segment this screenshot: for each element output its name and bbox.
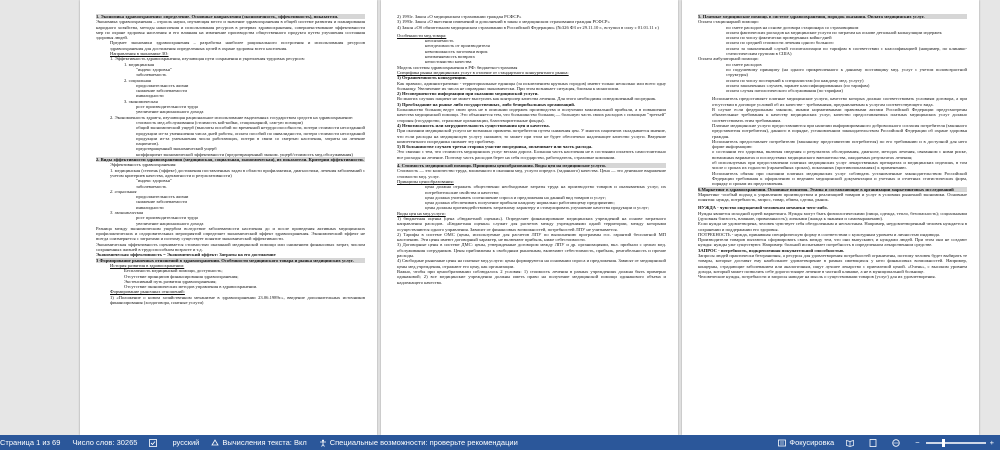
paragraph: Важно, чтобы при ценообразовании соблюдалось 2 условия: 1) стоимость лечения в разных учреждениях должна быть примерно одинаковой; 2) все медицинские учреждения должны иметь право на получение медицинской помощи одинакового объема и надлежащего качества. xyxy=(397,268,666,285)
web-layout-button[interactable] xyxy=(892,439,903,447)
paragraph: 6.Маркетинг в здравоохранении. Основные понятия. Этапы и составляющие в организации маркетинговых исследований xyxy=(698,187,967,192)
document-page-2[interactable] xyxy=(381,0,678,435)
paragraph: инвалидности xyxy=(136,93,164,99)
paragraph: Большинство больниц ведут свою цель не в описании издержек производства и получении максимальной прибыли, а в повышении качества медицинской помощи. Это объясняется тем, что большинство больниц — большую часть своих расходов с помощью "третьей" стороны (государство, страховые организации, благотворительные фонды). xyxy=(397,107,666,123)
paragraph: Исполнитель обязан при оказании платных медицинских услуг соблюдать установленные законодательством Российской Федерации требования к оформлению и ведению медицинской документации и учетных и отчетных статистических форм, порядку и срокам их представления. xyxy=(712,170,967,187)
print-layout-icon xyxy=(869,439,877,447)
paragraph: Исполнитель предоставляет потребителю (законному представителю потребителя) по его требованию и в доступной для него форме информацию: xyxy=(712,138,967,150)
paragraph: 3. экономическая xyxy=(110,209,144,215)
paragraph: 1. медицинская (степень (эффект) достижения поставленных задач в области профилактики, диагностики, лечения заболеваний с учетом критериев качества, адекватности и результативности) xyxy=(110,167,365,178)
paragraph: 2. Виды эффективности здравоохранения (медицинская, социальная, экономическая), их показатели. Критерии эффективности. xyxy=(96,157,364,163)
paragraph: по смете расходов на основе договора стационара со страховщиком xyxy=(726,24,859,30)
zoom-out-button[interactable]: − xyxy=(915,438,920,447)
paragraph: 3. экономическая xyxy=(124,98,158,104)
page-count-label: Страница 1 из 69 xyxy=(0,438,61,447)
paragraph: 3 Формирование рыночных отношений в здравоохранении. Особенности медицинского товара и рынка медицинских услуг. xyxy=(96,258,365,263)
paragraph: Эффективность здравоохранения: xyxy=(110,162,177,168)
paragraph: цена должна учитывать соотношение спроса и предложения на данный вид товаров и услуг; xyxy=(425,194,606,200)
paragraph: 2) Несовершенство информации при оказании медицинской услуги. xyxy=(397,91,539,97)
paragraph: Нужды является исходной идеей маркетинга. Нужды могут быть физиологическими (пища, одежда, тепло, безопасность); социальными (духовная близость, влияние, привязанность); личными (жажда к знаниям и самовыражению). xyxy=(698,210,967,221)
language-label: русский xyxy=(172,438,200,447)
paragraph: Человеческие нужды, потребности и запросы наводят на мысль о существовании товаров (услуг) для их удовлетворения. xyxy=(698,274,936,280)
paragraph: 2. Экономичность здрав-я, изучающая рациональное использование выделенных государством средств на здравоохранение: xyxy=(110,114,354,120)
text-predictions-indicator[interactable] xyxy=(211,435,306,450)
paragraph: НУЖДА - чувство ощущаемой человеком нехватки чего-либо. xyxy=(698,205,828,211)
paragraph: рост производительности труда xyxy=(136,215,198,221)
paragraph: 5. Платные медицинские помощь в системе здравоохранения, порядок оказания. Оплата медицинских услуг. xyxy=(698,14,967,19)
paragraph: заболеваемость xyxy=(136,183,167,189)
paragraph: оплата по числу фактически проведенных койко-дней xyxy=(726,35,832,41)
paragraph: о состоянии его здоровья, включая сведения о результатах обследования, диагнозе, методах лечения, связанном с ними риске, возможных вариантах и последствиях медицинского вмешательства, ожидаемых результатах лечения; xyxy=(712,149,967,160)
paragraph: Отсутствие принципов финансирования здравоохранения; xyxy=(124,273,239,279)
word-count-label: Число слов: 30265 xyxy=(72,438,138,447)
paragraph: по подушевому принципу (на одного прикрепленного к данному поставщику мед. услуг с учетом половозрастной структуры) xyxy=(726,66,967,78)
paragraph: 1) «Положение о новом хозяйственном механизме в здравоохранении 23.06.1989г.», введение дополнительных источников финансирования (хоздоговора, платные услуги) xyxy=(110,294,365,306)
paragraph: снижение заболеваемости xyxy=(136,88,187,94)
paragraph: Это связано с тем, что стоимость медицинских услуг весьма дорога. Большая часть населения не в состоянии оплатить самостоятельно все расходы на лечение. Поэтому часть расходов берет на себя государство, работодатель, страховые компании. xyxy=(397,149,666,160)
proofing-check-icon xyxy=(149,439,157,447)
paragraph: Маркетинг -особый подход к управлению производством и реализацией товаров и услуг в условиях рыночной экономики. Основные понятия: нужда, потребность, запрос, товар, обмен, сделка, рынок. xyxy=(698,191,967,203)
paragraph: 2) 1991г. Закон «О медицинском страховании граждан РСФСР» xyxy=(397,14,522,19)
paragraph: Стоимость — это количество труда, вложенного в оказания мед. услуги определ. (заданного) качества. Цена — это денежное выражение стоимости мед. услуг. xyxy=(397,168,666,179)
paragraph: оплата за законченный случай госпитализации по тарифам в соответствии с классификацией (например, по клинико-статистическим группам в США) xyxy=(726,45,967,57)
paragraph: Запросы людей практически безграничны, а ресурсы для удовлетворения потребностей ограничены, поэтому человек будет выбирать те товары, которые доставят ему наибольшее удовлетворение в рамках имеющихся у него финансовых возможностей. Например, концерны, страдающие заболеванием или аналогичным, ищут лучшее лекарство с приемлемой ценой. «Очень», с высоким уровнем дохода, который может позволить себе дорогостоящее лечение в частной клинике, а не в муниципальной больнице. xyxy=(698,253,967,274)
paragraph: Если нужда не удовлетворена, человек чувствует себя обездоленным и несчастным. Например, неудовлетворенный человек нуждается в сохранении и поддержании его здоровья. xyxy=(698,221,967,232)
paragraph: Направления в экономике ЗО: xyxy=(110,51,169,57)
paragraph: Во многих случаях пациент не может выступать как контролер качества лечения. Для этого необходимы осведомленный посредник. xyxy=(397,96,657,102)
paragraph: неосязаемость xyxy=(425,38,454,44)
accessibility-indicator[interactable] xyxy=(319,435,518,450)
paragraph: Формирование рыночных отношений: xyxy=(110,289,185,295)
paragraph: Предмет экономики здравоохранения – разработка наиболее рационального построения и использования ресурсов здравоохранения для достижения определенных целей в охране здоровья всего населения. xyxy=(110,40,365,51)
paragraph: оплата по средней стоимости лечения одного больного xyxy=(726,40,834,46)
paragraph: 3) Договорные цены в системе ДМС: цены, утвержденные договором между ЛПУ и др. организациями, вкл. прибыли с целью мед. обслуживания сотрудников. Цены приближены к свободным рыночным, включают себестоимость, прибыль, рентабельность и прочие расходы. xyxy=(397,242,666,259)
zoom-in-button[interactable]: + xyxy=(989,438,994,447)
paragraph: Производители товаров пытаются сформировать связь между тем, что они выпускают, и нуждами людей. При этом они не создают нужды: нужды уже существуют. Например: больной испытывает потребность в определенном лекарственном средстве. xyxy=(698,237,967,248)
paragraph: При оказании медицинской услуги не возможно привлечь потребителя путем снижения цен. У многих пациентов складывается мнение, что если расходы на медицинскую услугу снижают, то может при этом не будет обеспечено надлежащее качество услуги. Введение компетентного посредника снимает эту проблему. xyxy=(397,128,666,144)
zoom-slider-thumb[interactable] xyxy=(942,439,945,447)
paragraph: об используемых при предоставлении платных медицинских услуг лекарственных препаратах и медицинских изделиях, в том числе о сроках их годности (гарантийных сроках), показаниях (противопоказаниях) к применению. xyxy=(712,160,967,171)
paragraph: неотделимость от производителя xyxy=(425,43,490,49)
paragraph: "индекс здоровья" xyxy=(136,178,172,184)
paragraph: Принципы ценообразования: xyxy=(397,178,454,184)
paragraph: увеличение национального дохода xyxy=(136,220,204,226)
paragraph: оплата случая патологического обслуживания (по тарифам) xyxy=(726,88,843,94)
text-predictions-label: Вычисления текста: Вкл xyxy=(222,438,307,447)
paragraph: общий экономический ущерб (выплаты пособий по временной нетрудоспособности, потери стоимости несозданной продукции из-за уменьшения числа дней работы, оплата пособий по инвалидности, потери стоимости несозданной продукции из-за уменьшения числа работающих, потери в связи со смертью населения, затраты на лечение пациентов). xyxy=(136,125,365,147)
paragraph: 1) бюджетная оценка (цена «бюджетной оценки»). Определяет финансирование медицинских учреждений на основе затратного направления расходов. «Бюджетная оценка» служит для расчетов между учреждениями одной территории, между которыми осуществляются одного управления. Зависит от финансовых возможностей, потребностей ЛПУ не учитывается. xyxy=(397,215,666,232)
paragraph: Как правило, административно - территориальные единицы (за исключением крупных городов) имеют только несколько или всего одну больницу. Увеличение их числа не оправдано экономически. При этом возникает ситуация, близкая к монополии. xyxy=(397,80,666,91)
paragraph: непостоянство качества xyxy=(425,59,472,65)
paragraph: 5) В большинстве случаев третья сторона участие посредника, оплачивает или часть расхода. xyxy=(397,144,593,150)
paragraph: Оплата амбулаторной помощи: xyxy=(698,56,759,62)
paragraph: оплата фактических расходов на медицинские услуги по затратам на основе детальной калькуляции издержек xyxy=(726,29,942,35)
paragraph: 1. Эффективность здравоохранения, изучающая пути сохранения и укрепления трудовых ресурсов: xyxy=(110,56,305,62)
paragraph: неизменяемость возврата xyxy=(425,54,475,60)
text-predictions-icon xyxy=(211,439,219,447)
paragraph: 4) Закон «Об обязательном медицинском страховании в Российской Федерации» (№326 ФЗ от 29.11.10 г., вступил в силу с 01.01.11 г.) xyxy=(397,24,659,30)
read-mode-button[interactable] xyxy=(846,439,857,447)
document-page-3[interactable] xyxy=(682,0,979,435)
paragraph: ПОТРЕБНОСТЬ - нужда, принявшая специфическую форму в соответствии с культурным уровнем и личностью индивида. xyxy=(698,231,941,237)
paragraph: Оплата стационарной помощи: xyxy=(698,19,759,25)
paragraph: цены должны противодействовать затратному характеру и стимулировать улучшение качества продукции и услуг; xyxy=(425,205,650,211)
paragraph: увеличение национального дохода xyxy=(136,109,204,115)
accessibility-label: Специальные возможности: проверьте рекомендации xyxy=(329,438,518,447)
paragraph: по смете расходов xyxy=(726,61,762,67)
paragraph: В случае если федеральным законом, иными нормативными правовыми актами Российской Федерации предусмотрены обязательные требования к качеству медицинских услуг, качество предоставляемых платных медицинских услуг должно соответствовать этим требованиям. xyxy=(712,107,967,123)
paragraph: "индекс здоровья" xyxy=(136,66,172,72)
zoom-slider[interactable] xyxy=(926,442,986,444)
paragraph: 4) Невозможность или затруднительность существования цен и качества. xyxy=(397,122,550,128)
page-count-indicator[interactable] xyxy=(0,435,60,450)
paragraph: стоимость мед.обслуживания (стоимость кой-койки, стационарной, сам-ую позиции) xyxy=(136,119,303,125)
web-layout-icon xyxy=(892,439,900,447)
paragraph: 4. Стоимость медицинской помощи. Принципы ценообразования. Виды цен на медицинские услуги. xyxy=(397,163,666,168)
language-indicator[interactable] xyxy=(172,435,199,450)
paragraph: невозможность заготовки впрок xyxy=(425,48,488,54)
paragraph: 2) Тарифы в системе ОМС (цены, используемые для расчетов ЛПУ по выполнению программы гос. гарантий бесплатной МП населению. Эти цены имеют договорный характер, не включают прибыль, ниже себестоимости. xyxy=(397,231,666,243)
document-page-1[interactable] xyxy=(80,0,377,435)
paragraph: 3) Преобладание на рынке либо государственных, либо безприбыльных организаций. xyxy=(397,101,576,107)
paragraph: Платные медицинские услуги предоставляются при наличии информированного добровольного согласия потребителя (законного представителя потребителя), данного в порядке, установленном законодательством Российской Федерации об охране здоровья граждан. xyxy=(712,122,967,139)
paragraph: 2. социальная xyxy=(110,188,137,194)
focus-mode-label: Фокусировка xyxy=(789,438,835,447)
paragraph: цена должна обеспечивать получение прибыли каждому нормально работающему предприятию; xyxy=(425,200,615,206)
paragraph: ЗАПРОС - потребность, подкрепленная покупательной способностью. xyxy=(698,247,845,253)
paragraph: 2. социальная xyxy=(124,77,151,83)
focus-mode-icon xyxy=(778,439,786,447)
paragraph: Специфика рынка медицинских услуг в отличие от стандартного конкурентного рынка: xyxy=(397,69,569,75)
paragraph: Виды цен на мед.услуги: xyxy=(397,210,446,216)
paragraph: 1. Экономика здравоохранения: определение. Основные направления (экономичность, эффективность), показатели. xyxy=(96,14,365,19)
paragraph: Особенности мед.товара: xyxy=(397,32,447,38)
accessibility-icon xyxy=(319,439,327,447)
paragraph: 1) Ограниченность конкуренции. xyxy=(397,75,467,81)
paragraph: инвалидности xyxy=(136,204,164,210)
paragraph: предотвращенный экономический ущерб xyxy=(136,146,217,152)
focus-mode-button[interactable] xyxy=(778,435,834,450)
paragraph: оплата по числу посещений к специалистам (по каждому мед. услугу) xyxy=(726,77,864,83)
paragraph: Модель системы здравоохранения в РФ: бюджетно-страховая xyxy=(397,64,518,70)
paragraph: продолжительность жизни xyxy=(136,82,189,88)
paragraph: 3) 1993г. Закон «О внесении изменений и дополнений в закон о медицинском страховании граждан РСФСР» xyxy=(397,19,610,25)
paragraph: Бесплатность медицинской помощи, доступность; xyxy=(124,268,223,274)
status-bar xyxy=(0,435,1000,450)
paragraph: заболеваемость xyxy=(136,72,167,78)
read-mode-icon xyxy=(846,439,854,447)
paragraph: Разница между экономическим ущербом вследствие заболеваемости населения до и после проведения активных медицинских профилактических и оздоровительных мероприятий определяет экономический эффект здравоохранения. Экономический эффект не всегда соизмеряется с затратами и поэтому существует понятие экономической эффективности. xyxy=(96,225,365,242)
paragraph: цена должна отражать общественно необходимые затраты труда на производство товаров и оказываемых услуг, их потребительские свойства и качество; xyxy=(425,184,666,195)
status-bar-right xyxy=(778,435,1000,450)
paragraph: 4) Свободные рыночные цены на платные мед.услуги: цены формируются на основании спроса и предложения. Зависят от медицинской цены мед.учреждения, отражают его цену, как организации. xyxy=(397,258,666,269)
paragraph: 1. медицинская xyxy=(124,61,155,67)
paragraph: снижение заболеваемости xyxy=(136,199,187,205)
paragraph: продолжительность жизни xyxy=(136,194,189,200)
paragraph: Отсутствие экономических методов управления в здравоохранении. xyxy=(124,284,258,290)
paragraph: Экономическая эффективность = Экономический эффект: Затраты на его достижение xyxy=(96,252,276,258)
paragraph: Исполнитель предоставляет платные медицинские услуги, качество которых должно соответствовать условиям договора, а при отсутствии в договоре условий об их качестве - требованиям, предъявляемым к услугам соответствующего вида. xyxy=(712,96,967,107)
paragraph: рост производительности труда xyxy=(136,104,198,110)
paragraph: История развития в здравоохранении: xyxy=(110,262,185,268)
paragraph: коэффициент экономической эффективности (предотвращенный эконом. ущерб/стоимость мед.обслуживания) xyxy=(136,151,353,157)
print-layout-button[interactable] xyxy=(869,439,880,447)
word-count-indicator[interactable] xyxy=(72,435,137,450)
paragraph: Экономическая эффективность оценивается стоимостью оказанной медицинской помощи или снижением финансовых затрат, числом сохраненных жизней в трудоспособном возрасте и т.д. xyxy=(96,241,365,253)
paragraph: Экономика здравоохранения – отрасль науки, изучающая место и значение здравоохранения в общей системе развития и планирования народного хозяйства, методы накопления и использования ресурсов в резервах здравоохранения, совершенствование эффективности мер по охране здоровья населения и его влияния на изменение производства общественного продукта путем улучшения состояния здоровья людей. xyxy=(96,19,365,41)
proofing-indicator[interactable] xyxy=(149,439,160,447)
paragraph: оплата законченных случаев, заранее классифицированных (по тарифам) xyxy=(726,82,870,88)
paragraph: Экстенсивный путь развития здравоохранения; xyxy=(124,278,217,284)
